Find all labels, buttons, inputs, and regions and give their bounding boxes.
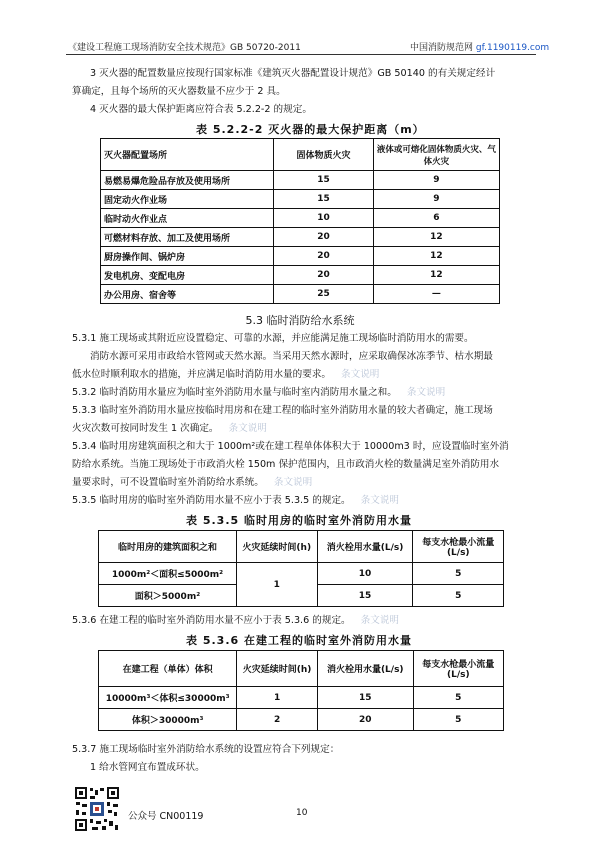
table3-header-cell: 每支水枪最小流量(L/s) [413, 651, 503, 687]
table-cell: 20 [274, 247, 374, 266]
table-row [101, 228, 500, 247]
table-cell: 12 [373, 247, 499, 266]
table-row [99, 563, 504, 585]
clause-533-line1: 5.3.3 临时室外消防用水量应按临时用房和在建工程的临时室外消防用水量的较大者确定，施工现场 [72, 405, 493, 416]
table-cell: 1 [236, 563, 317, 607]
table-cell: 办公用房、宿舍等 [101, 285, 274, 304]
table-cell: 5 [413, 687, 503, 709]
clause-note-link[interactable]: 条文说明 [273, 477, 313, 488]
table-cell: 9 [373, 190, 499, 209]
clause-535-text: 5.3.5 临时用房的临时室外消防用水量不应小于表 5.3.5 的规定。 [72, 495, 351, 506]
table-row [99, 709, 504, 731]
table1-header-row [101, 139, 500, 171]
clause-534-line1: 5.3.4 临时用房建筑面积之和大于 1000m²或在建工程单体体积大于 10000m3 时，应设置临时室外消 [72, 441, 509, 452]
table-cell: 厨房操作间、锅炉房 [101, 247, 274, 266]
table-cell: 6 [373, 209, 499, 228]
table1-header-cell: 液体或可熔化固体物质火灾、气体火灾 [373, 139, 499, 171]
table-cell: 5 [413, 585, 504, 607]
table-cell: 10 [317, 563, 413, 585]
table-cell: 发电机房、变配电房 [101, 266, 274, 285]
clause-note-link[interactable]: 条文说明 [228, 423, 267, 434]
table2 [98, 530, 504, 607]
clause-535 [72, 492, 540, 510]
table-cell: 1000m²＜面积≤5000m² [99, 563, 237, 585]
table-row [101, 247, 500, 266]
table3 [98, 650, 504, 731]
table3-header-cell: 在建工程（单体）体积 [99, 651, 237, 687]
clause-531-line1: 5.3.1 施工现场或其附近应设置稳定、可靠的水源，并应能满足施工现场临时消防用水的需要。 [72, 333, 474, 344]
clause-533-line2 [72, 420, 540, 438]
clause-532 [72, 384, 540, 402]
header-site-label: 中国消防规范网 [410, 43, 474, 53]
table-cell: 12 [373, 228, 499, 247]
table2-header-cell: 临时用房的建筑面积之和 [99, 531, 237, 563]
table3-header-cell: 消火栓用水量(L/s) [317, 651, 413, 687]
table-cell: 10 [274, 209, 374, 228]
clause-note-link[interactable]: 条文说明 [341, 369, 380, 380]
table-cell: 临时动火作业点 [101, 209, 274, 228]
clause-note-link[interactable]: 条文说明 [406, 387, 446, 398]
table-cell: 可燃材料存放、加工及使用场所 [101, 228, 274, 247]
table2-header-cell: 火灾延续时间(h) [236, 531, 317, 563]
table3-header-cell: 火灾延续时间(h) [237, 651, 318, 687]
qr-code-icon [74, 786, 120, 832]
header-rule [66, 54, 536, 55]
table-row [99, 687, 504, 709]
table2-header-row [99, 531, 504, 563]
table-cell: 15 [274, 190, 374, 209]
header-site-url[interactable]: gf.1190119.com [475, 43, 550, 53]
table1-header-cell: 灭火器配置场所 [101, 139, 274, 171]
page-number: 10 [296, 808, 308, 818]
para-3-line2: 算确定，且每个场所的灭火器数量不应少于 2 具。 [72, 86, 286, 97]
table-row [101, 285, 500, 304]
table-cell: 15 [274, 171, 374, 190]
footer-wechat: 公众号 CN00119 [128, 811, 204, 822]
table-cell: 20 [274, 228, 374, 247]
table1-header-cell: 固体物质火灾 [274, 139, 374, 171]
clause-note-link[interactable]: 条文说明 [360, 495, 400, 506]
table-cell: — [373, 285, 499, 304]
clause-536 [72, 612, 540, 630]
table1-caption: 表 5.2.2-2 灭火器的最大保护距离（m） [196, 123, 425, 136]
table-cell: 15 [317, 585, 413, 607]
table3-caption: 表 5.3.6 在建工程的临时室外消防用水量 [186, 634, 412, 647]
clause-533-line2-text: 火灾次数可按同时发生 1 次确定。 [72, 423, 219, 434]
para-4: 4 灭火器的最大保护距离应符合表 5.2.2-2 的规定。 [90, 104, 312, 115]
clause-534-line3 [72, 474, 540, 492]
table3-header-row [99, 651, 504, 687]
clause-534-line3-text: 量要求时，可不设置临时室外消防给水系统。 [72, 477, 264, 488]
table-cell: 5 [413, 709, 503, 731]
table-cell: 1 [237, 687, 318, 709]
table-cell: 5 [413, 563, 504, 585]
table-cell: 面积＞5000m² [99, 585, 237, 607]
clause-note-link[interactable]: 条文说明 [360, 615, 400, 626]
table-cell: 固定动火作业场 [101, 190, 274, 209]
clause-534-line2: 防给水系统。当施工现场处于市政消火栓 150m 保护范围内，且市政消火栓的数量满足室外消防用水 [72, 459, 500, 470]
clause-537: 5.3.7 施工现场临时室外消防给水系统的设置应符合下列规定： [72, 744, 340, 755]
table-cell: 10000m³＜体积≤30000m³ [99, 687, 237, 709]
clause-531-line3 [72, 366, 540, 384]
table-cell: 12 [373, 266, 499, 285]
table-cell: 易燃易爆危险品存放及使用场所 [101, 171, 274, 190]
table-cell: 20 [317, 709, 413, 731]
table-row [101, 209, 500, 228]
table1 [100, 138, 500, 304]
clause-536-text: 5.3.6 在建工程的临时室外消防用水量不应小于表 5.3.6 的规定。 [72, 615, 351, 626]
table-cell: 15 [317, 687, 413, 709]
table2-header-cell: 每支水枪最小流量(L/s) [413, 531, 504, 563]
table-row [101, 190, 500, 209]
table2-header-cell: 消火栓用水量(L/s) [317, 531, 413, 563]
para-3-line1: 3 灭火器的配置数量应按现行国家标准《建筑灭火器配置设计规范》GB 50140 的有关规定经计 [90, 68, 496, 79]
clause-531-line3-text: 低水位时顺利取水的措施，并应满足临时消防用水量的要求。 [72, 369, 332, 380]
table-cell: 25 [274, 285, 374, 304]
header-site[interactable] [410, 40, 549, 53]
table-row [101, 266, 500, 285]
table-row [101, 171, 500, 190]
clause-532-text: 5.3.2 临时消防用水量应为临时室外消防用水量与临时室内消防用水量之和。 [72, 387, 397, 398]
section-heading: 5.3 临时消防给水系统 [245, 314, 355, 327]
table-cell: 体积＞30000m³ [99, 709, 237, 731]
table-cell: 20 [274, 266, 374, 285]
table-cell: 9 [373, 171, 499, 190]
clause-531-line2: 消防水源可采用市政给水管网或天然水源。当采用天然水源时，应采取确保冰冻季节、枯水期最 [90, 351, 493, 362]
table2-caption: 表 5.3.5 临时用房的临时室外消防用水量 [186, 514, 412, 527]
header-title: 《建设工程施工现场消防安全技术规范》GB 50720-2011 [68, 43, 301, 53]
table-cell: 2 [237, 709, 318, 731]
clause-537-item1: 1 给水管网宜布置成环状。 [90, 762, 205, 773]
